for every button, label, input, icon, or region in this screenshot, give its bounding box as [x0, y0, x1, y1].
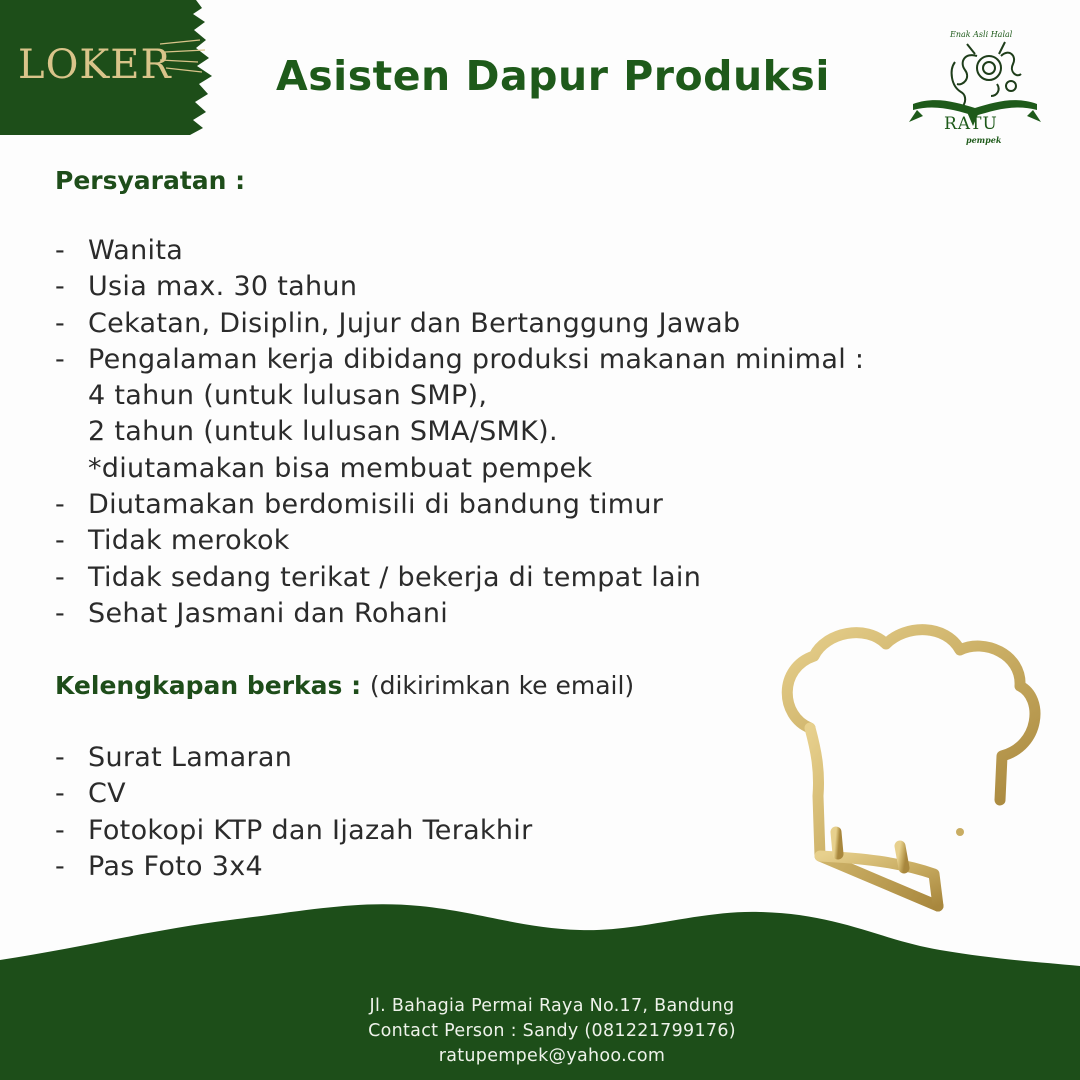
chef-hat-icon	[770, 620, 1060, 925]
loker-badge: LOKER	[18, 42, 172, 88]
logo-subtitle: pempek	[966, 135, 1002, 145]
list-item: - Surat Lamaran	[55, 740, 533, 776]
documents-list	[55, 740, 533, 885]
list-subline: 2 tahun (untuk lulusan SMA/SMK).	[88, 416, 558, 448]
footer-contact	[0, 994, 1080, 1069]
footer-address: Jl. Bahagia Permai Raya No.17, Bandung	[369, 996, 735, 1016]
list-item: - Sehat Jasmani dan Rohani	[55, 596, 864, 632]
page-title: Asisten Dapur Produksi	[276, 52, 830, 100]
list-item: - Pas Foto 3x4	[55, 849, 533, 885]
footer-contact-person: Contact Person : Sandy (081221799176)	[368, 1021, 736, 1041]
list-item: - Tidak merokok	[55, 523, 864, 559]
list-item: - Fotokopi KTP dan Ijazah Terakhir	[55, 813, 533, 849]
requirements-heading: Persyaratan :	[55, 166, 246, 195]
footer-email: ratupempek@yahoo.com	[438, 1046, 666, 1066]
logo-tagline: Enak Asli Halal	[950, 30, 1013, 39]
documents-note: (dikirimkan ke email)	[369, 671, 635, 700]
list-item: - Usia max. 30 tahun	[55, 269, 864, 305]
list-item: - CV	[55, 776, 533, 812]
list-item: - Cekatan, Disiplin, Jujur dan Bertanggung Jawab	[55, 306, 864, 342]
documents-heading: Kelengkapan berkas : (dikirimkan ke email)	[55, 671, 635, 700]
requirements-list	[55, 233, 864, 632]
list-note: *diutamakan bisa membuat pempek	[88, 452, 593, 484]
list-item: - Pengalaman kerja dibidang produksi makanan minimal : 4 tahun (untuk lulusan SMP), 2 tahun (untuk lulusan SMA/SMK). *diutamakan bisa membuat pempek	[55, 342, 864, 487]
list-subline: 4 tahun (untuk lulusan SMP),	[88, 380, 488, 412]
list-item: - Wanita	[55, 233, 864, 269]
list-item: - Diutamakan berdomisili di bandung timur	[55, 487, 864, 523]
logo-name: RATU	[944, 114, 998, 134]
list-item: - Tidak sedang terikat / bekerja di tempat lain	[55, 560, 864, 596]
